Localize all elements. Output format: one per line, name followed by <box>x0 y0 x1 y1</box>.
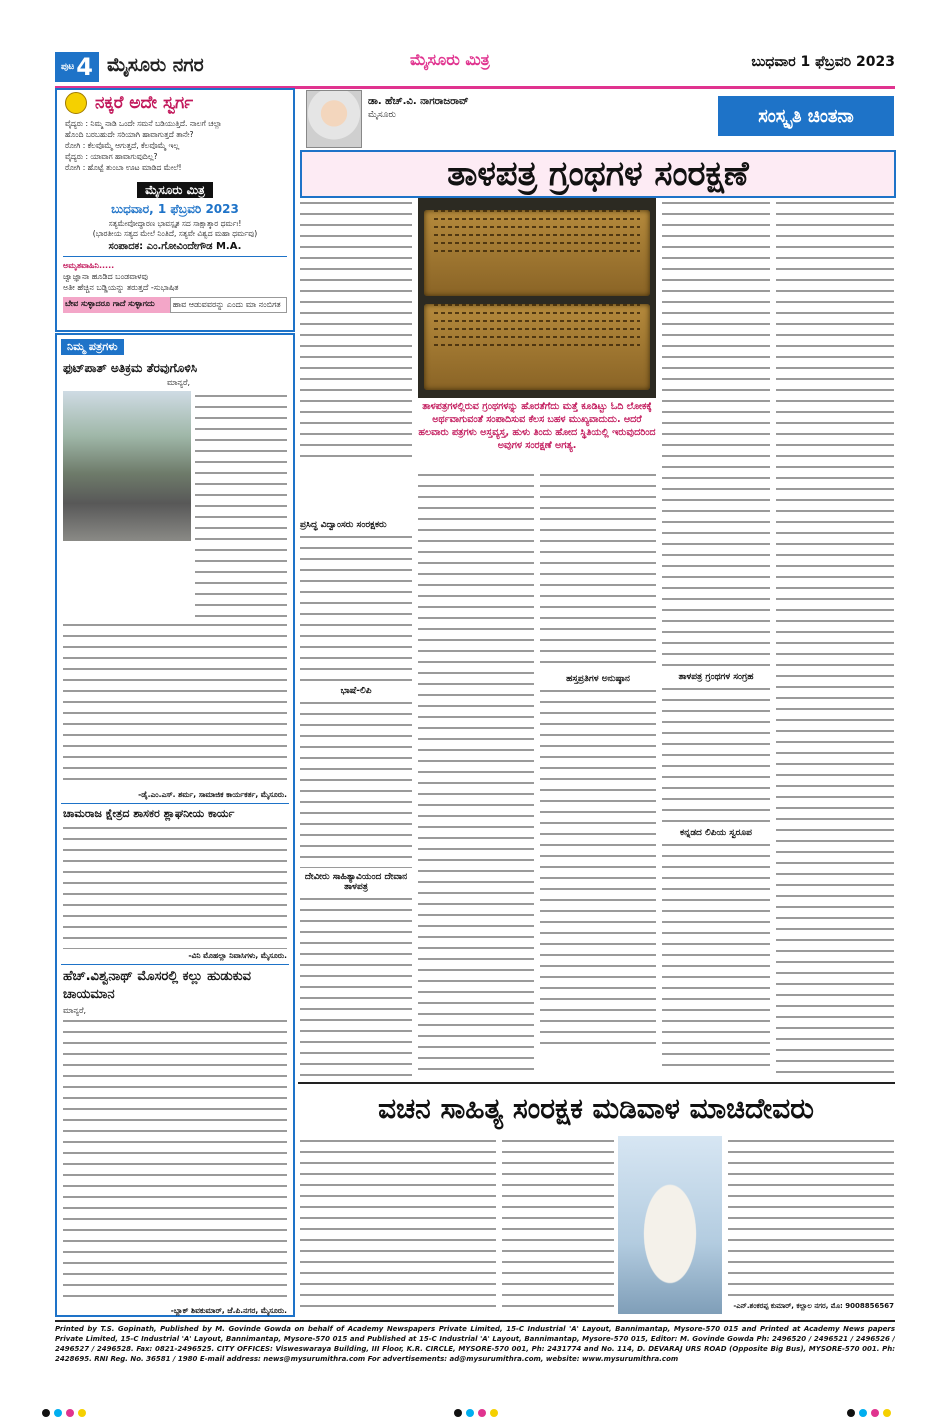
photo-caption: ತಾಳಪತ್ರಗಳಲ್ಲಿರುವ ಗ್ರಂಥಗಳನ್ನು ಹೊರತೆಗೆದು ಮತ್ತೆ ಕೂಡಿಟ್ಟು ಓದಿ ಲೋಕಕ್ಕೆ ಅರ್ಥವಾಗುವಂತೆ ಸಂಪಾದಿಸುವ ಕೆಲಸ ಬಹಳ ಮುಖ್ಯವಾದುದು. ಆದರೆ ಹಲವಾರು ಪತ್ರಗಳು ಅಸ್ತವ್ಯಸ್ತ, ಹುಳು ತಿಂದು ಹೋದ ಸ್ಥಿತಿಯಲ್ಲಿ ಇರುವುದರಿಂದ ಅವುಗಳ ಸಂರಕ್ಷಣೆ ಅಗತ್ಯ. <box>418 401 656 451</box>
amrutha-vahini <box>63 256 287 293</box>
palm-leaf-1 <box>424 210 650 296</box>
page-label: ಪುಟ <box>61 62 75 72</box>
palm-leaf-photo <box>418 198 656 398</box>
letter2-body <box>63 823 287 949</box>
motto-line: (ಭಾರತೀಯ ಸತ್ಯದ ಮೇಲೆ ನಿಂತಿದೆ, ಸತ್ಯವೇ ವಿಶ್ವದ ಮಹಾ ಧರ್ಮವು) <box>92 229 258 238</box>
amrutha-line: ಅತೀ ಹೆಚ್ಚಿನ ಬಡ್ಡಿಯನ್ನು ತರುತ್ತದೆ -ಸುಭಾಷಿತ <box>63 283 179 292</box>
joke-line: ವೈದ್ಯರು : ಯಾವಾಗ ಹಾವಾಗುವುದಿಲ್ಲ? <box>65 152 158 161</box>
col-heading: ತಾಳಪತ್ರ ಗ್ರಂಥಗಳ ಸಂಗ್ರಹ <box>678 672 754 682</box>
letter1-salute: ಮಾನ್ಯರೆ, <box>167 378 191 387</box>
madivala-machideva-photo <box>618 1136 722 1314</box>
vachana-sign: -ಎನ್.ಶಂಕರಪ್ಪ ಕುಮಾರ್, ಕಲ್ಲಾಲ ನಗರ, ಮೊ: 9008856567 <box>733 1302 894 1310</box>
letter3-body <box>63 1016 287 1304</box>
col-heading: ಹಸ್ತಪ್ರತಿಗಳ ಅನುಷ್ಠಾನ <box>566 674 630 684</box>
article-col2 <box>418 470 534 1078</box>
color-registration-dots-right <box>845 1402 893 1421</box>
col-heading: ದೇವೀರು ಸಾಹಿತ್ಯಾವಿಯಂದ ದೇವಾನ ತಾಳಪತ್ರ <box>304 872 408 892</box>
color-registration-dots-left <box>40 1402 88 1421</box>
joke-line: ರೋಗಿ : ಹೊಟ್ಟೆ ತುಂಬಾ ಊಟ ಮಾಡಿದ ಮೇಲೆ! <box>65 163 182 172</box>
color-registration-dots-mid <box>452 1402 500 1421</box>
palm-leaf-2 <box>424 304 650 390</box>
page-number: 4 <box>76 53 93 81</box>
motto-line: ಸತ್ಯಮೇವೋದ್ಧಾರಣ ಭಾವಸ್ಪೃತ ಸದ ಸಾಕ್ಷಾತ್ಕಾರ ಧರ್ಮಃ! <box>108 219 242 228</box>
proverb <box>63 297 287 313</box>
joke-line: ಹೊಂದಿ ಬರಬಹುದೇ ಸರಿಯಾಗಿ ಹಾವಾಗುತ್ತದೆ ತಾನೇ? <box>65 130 194 139</box>
letter2-title: ಚಾಮರಾಜ ಕ್ಷೇತ್ರದ ಶಾಸಕರ ಶ್ಲಾಘನೀಯ ಕಾರ್ಯ <box>63 807 235 820</box>
letter3-title: ಹೆಚ್.ವಿಶ್ವನಾಥ್ ಮೊಸರಲ್ಲಿ ಕಲ್ಲು ಹುಡುಕುವ ಚಾಯಮಾನ <box>63 969 252 1002</box>
article-col1 <box>300 470 412 1078</box>
letter1-sign: -ಡೈ.ಎಂ.ಎಸ್. ಶರ್ಮ, ಸಾಮಾಜಿಕ ಕಾರ್ಯಕರ್ತ, ಮೈಸೂರು. <box>138 790 287 799</box>
letter1-body-right <box>195 391 287 617</box>
page-number-box <box>55 52 99 82</box>
author-strip <box>298 88 895 150</box>
joke-line: ವೈದ್ಯರು : ನಿಮ್ಮ ನಾಡಿ ಒಂದೇ ಸಮನೆ ಬಡಿಯುತ್ತಿದೆ. ನಾಲಗೆ ಚಲ್ಲಾ <box>65 119 222 128</box>
article-col4-top <box>662 198 770 668</box>
col-heading: ಪ್ರಸಿದ್ಧ ವಿದ್ವಾಂಸರು ಸಂರಕ್ಷಕರು <box>300 520 387 530</box>
page-header <box>55 48 895 89</box>
editor-name: ಸಂಪಾದಕ: ಎಂ.ಗೋವಿಂದೇಗೌಡ M.A. <box>108 241 242 252</box>
letter3-sign: -ಬ್ಲಾಕ್ ಶಿವಕುಮಾರ್, ಜೆ.ಪಿ.ನಗರ, ಮೈಸೂರು. <box>170 1306 287 1315</box>
laughing-face-icon <box>65 92 87 114</box>
article-col1-top <box>300 198 412 465</box>
letter2-sign: -ವಿನಿ ಮೊಹಲ್ಲಾ ನಿವಾಸಿಗಳು, ಮೈಸೂರು. <box>188 951 287 960</box>
amrutha-title: ಅಮೃತವಾಹಿನಿ..... <box>63 261 115 270</box>
article-col3 <box>540 470 656 1078</box>
street-vendors-photo <box>63 391 191 541</box>
letters-box <box>55 333 295 1317</box>
letter1-title: ಫುಟ್‌ಪಾತ್ ಅತಿಕ್ರಮ ತೆರವುಗೊಳಿಸಿ <box>63 361 198 375</box>
amrutha-line: ಜ್ವಾಜ್ಞಾನಾ ಹೂಡಿದ ಬಂಡವಾಳವು <box>63 272 149 281</box>
article-col5 <box>776 198 894 1078</box>
letter1-body <box>63 620 287 788</box>
proverb-left: ಬೇವ ಸುಳ್ಳಾದರೂ ಗಾದೆ ಸುಳ್ಳಾಗದು <box>63 297 170 313</box>
col-heading: ಭಾಷೆ-ಲಿಪಿ <box>340 686 372 696</box>
small-masthead: ಮೈಸೂರು ಮಿತ್ರ <box>137 182 213 198</box>
column-name: ಸಂಸ್ಕೃತಿ ಚಿಂತನಾ <box>718 96 894 136</box>
nakkare-joke <box>57 116 293 175</box>
small-masthead-date: ಬುಧವಾರ, 1 ಫೆಬ್ರವರಿ 2023 <box>111 202 239 216</box>
proverb-right: ಹಾವ ಆಡುವವರನ್ನು ಎಂದು ಮಾ ನಂಬಿಗತ <box>170 297 287 313</box>
imprint-line: Printed by T.S. Gopinath, Published by M. Govinde Gowda on behalf of Academy Newspapers Private Limited, 15-C Industrial 'A' Layout, Bannimantap, Mysore-570 015 and Printed at Academy News papers Private Limited, 15-C Industrial 'A' Layout, Bannimantap, Mysore-570 015 and Published at 15-C Industrial 'A' Layout, Bannimantap, Mysore-570 015, Editor: M. Govinde Gowda Ph: 2496520 / 2496521 / 2496526 / 2496527 / 2496528. Fax: 0821-2496525. CITY OFFICES: Visweswaraya Building, III Floor, K.R. CIRCLE, MYSORE-570 001, Ph: 2431774 and No. 114, D. DEVARAJ URS ROAD (Opposite Big Bus), MYSORE-570 001. Ph: 2428695. RNI Reg. No. 36581 / 1980 E-mail address: news@mysurumithra.com For advertisements: ad@mysurumithra.com, website: www.mysurumithra.com <box>55 1325 895 1363</box>
joke-line: ರೋಗಿ : ಕೆಲವೊಮ್ಮೆ ಆಗುತ್ತದೆ, ಕೆಲವೊಮ್ಮೆ ಇಲ್ಲ <box>65 141 180 150</box>
letter3-salute: ಮಾನ್ಯರೆ, <box>63 1006 87 1015</box>
header-date: ಬುಧವಾರ 1 ಫೆಬ್ರವರಿ 2023 <box>751 54 895 70</box>
motto <box>57 217 293 241</box>
author-city: ಮೈಸೂರು <box>368 110 396 120</box>
article-col4 <box>662 672 770 1078</box>
headline: ತಾಳಪತ್ರ ಗ್ರಂಥಗಳ ಸಂರಕ್ಷಣೆ <box>300 150 896 198</box>
nakkare-box <box>55 88 295 332</box>
author-name: ಡಾ. ಹೆಚ್.ವಿ. ನಾಗರಾಜರಾವ್ <box>368 96 469 107</box>
masthead: ಮೈಸೂರು ಮಿತ್ರ <box>410 50 490 69</box>
vachana-col2 <box>502 1136 614 1314</box>
author-photo <box>306 90 362 148</box>
vachana-headline: ವಚನ ಸಾಹಿತ್ಯ ಸಂರಕ್ಷಕ ಮಡಿವಾಳ ಮಾಚಿದೇವರು <box>378 1092 814 1125</box>
divider <box>298 1082 895 1084</box>
nakkare-header <box>57 90 293 116</box>
section-title: ಮೈಸೂರು ನಗರ <box>107 54 204 76</box>
nakkare-title: ನಕ್ಕರೆ ಅದೇ ಸ್ವರ್ಗ <box>95 93 194 113</box>
col-heading: ಕನ್ನಡದ ಲಿಪಿಯ ಸ್ವರೂಪ <box>680 828 752 838</box>
vachana-col3 <box>728 1136 894 1302</box>
letters-title: ನಿಮ್ಮ ಪತ್ರಗಳು <box>61 339 124 355</box>
footer-divider <box>55 1320 895 1322</box>
vachana-col1 <box>300 1136 496 1314</box>
